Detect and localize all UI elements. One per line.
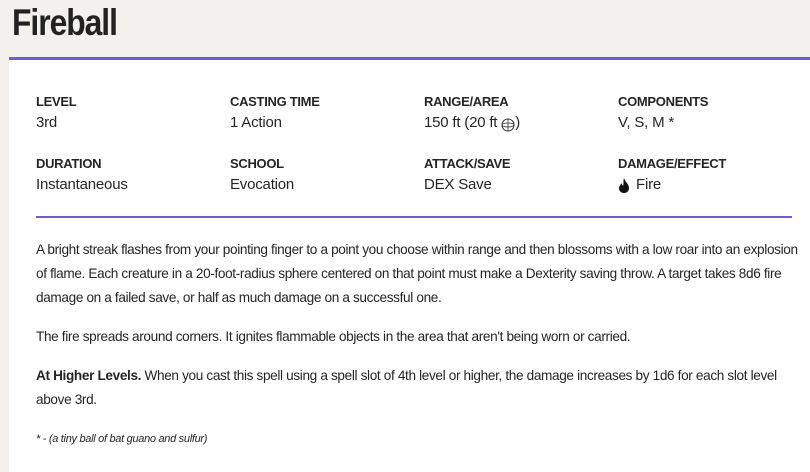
stat-value: Evocation <box>230 176 295 193</box>
description-paragraph: The fire spreads around corners. It ignites flammable objects in the area that aren't being worn or carried. <box>36 329 631 344</box>
range-suffix: ) <box>515 114 521 131</box>
stat-duration <box>36 156 226 193</box>
stat-level <box>36 94 226 131</box>
stat-label: CASTING TIME <box>230 94 320 109</box>
spell-description <box>36 238 798 466</box>
damage-type: Fire <box>636 176 662 193</box>
description-paragraph: A bright streak flashes from your pointing finger to a point you choose within range and then blossoms with a low roar into an explosion of flame. Each creature in a 20-foot-radius sphere centered on that point must make a Dexterity saving throw. A target takes 8d6 fire damage on a failed save, or half as much damage on a successful one. <box>36 242 798 305</box>
fire-icon <box>618 178 630 193</box>
stat-label: DURATION <box>36 156 102 171</box>
stat-label: COMPONENTS <box>618 94 709 109</box>
stat-label: RANGE/AREA <box>424 94 509 109</box>
stat-value <box>424 114 614 132</box>
stat-damage-effect <box>618 156 808 193</box>
spell-stats <box>36 94 792 218</box>
spell-title: Fireball <box>12 2 117 43</box>
spell-details-panel <box>9 57 810 472</box>
material-footnote: * - (a tiny ball of bat guano and sulfur) <box>36 433 208 445</box>
range-value: 150 ft (20 ft <box>424 114 498 131</box>
higher-levels-paragraph <box>36 364 798 412</box>
higher-levels-label: At Higher Levels. <box>36 368 142 383</box>
stat-components <box>618 94 808 131</box>
stat-value: 3rd <box>36 114 58 131</box>
stat-label: ATTACK/SAVE <box>424 156 511 171</box>
sphere-icon <box>501 118 515 132</box>
stat-label: LEVEL <box>36 94 77 109</box>
stat-value: Instantaneous <box>36 176 128 193</box>
stat-value <box>618 176 808 193</box>
stat-attack-save <box>424 156 614 193</box>
stat-range-area <box>424 94 614 132</box>
stat-label: SCHOOL <box>230 156 284 171</box>
stat-label: DAMAGE/EFFECT <box>618 156 727 171</box>
stat-value: 1 Action <box>230 114 282 131</box>
stat-school <box>230 156 420 193</box>
stat-casting-time <box>230 94 420 131</box>
higher-levels-text: When you cast this spell using a spell slot of 4th level or higher, the damage increases by 1d6 for each slot level above 3rd. <box>36 368 777 407</box>
stat-value: DEX Save <box>424 176 492 193</box>
stat-value: V, S, M * <box>618 114 675 131</box>
